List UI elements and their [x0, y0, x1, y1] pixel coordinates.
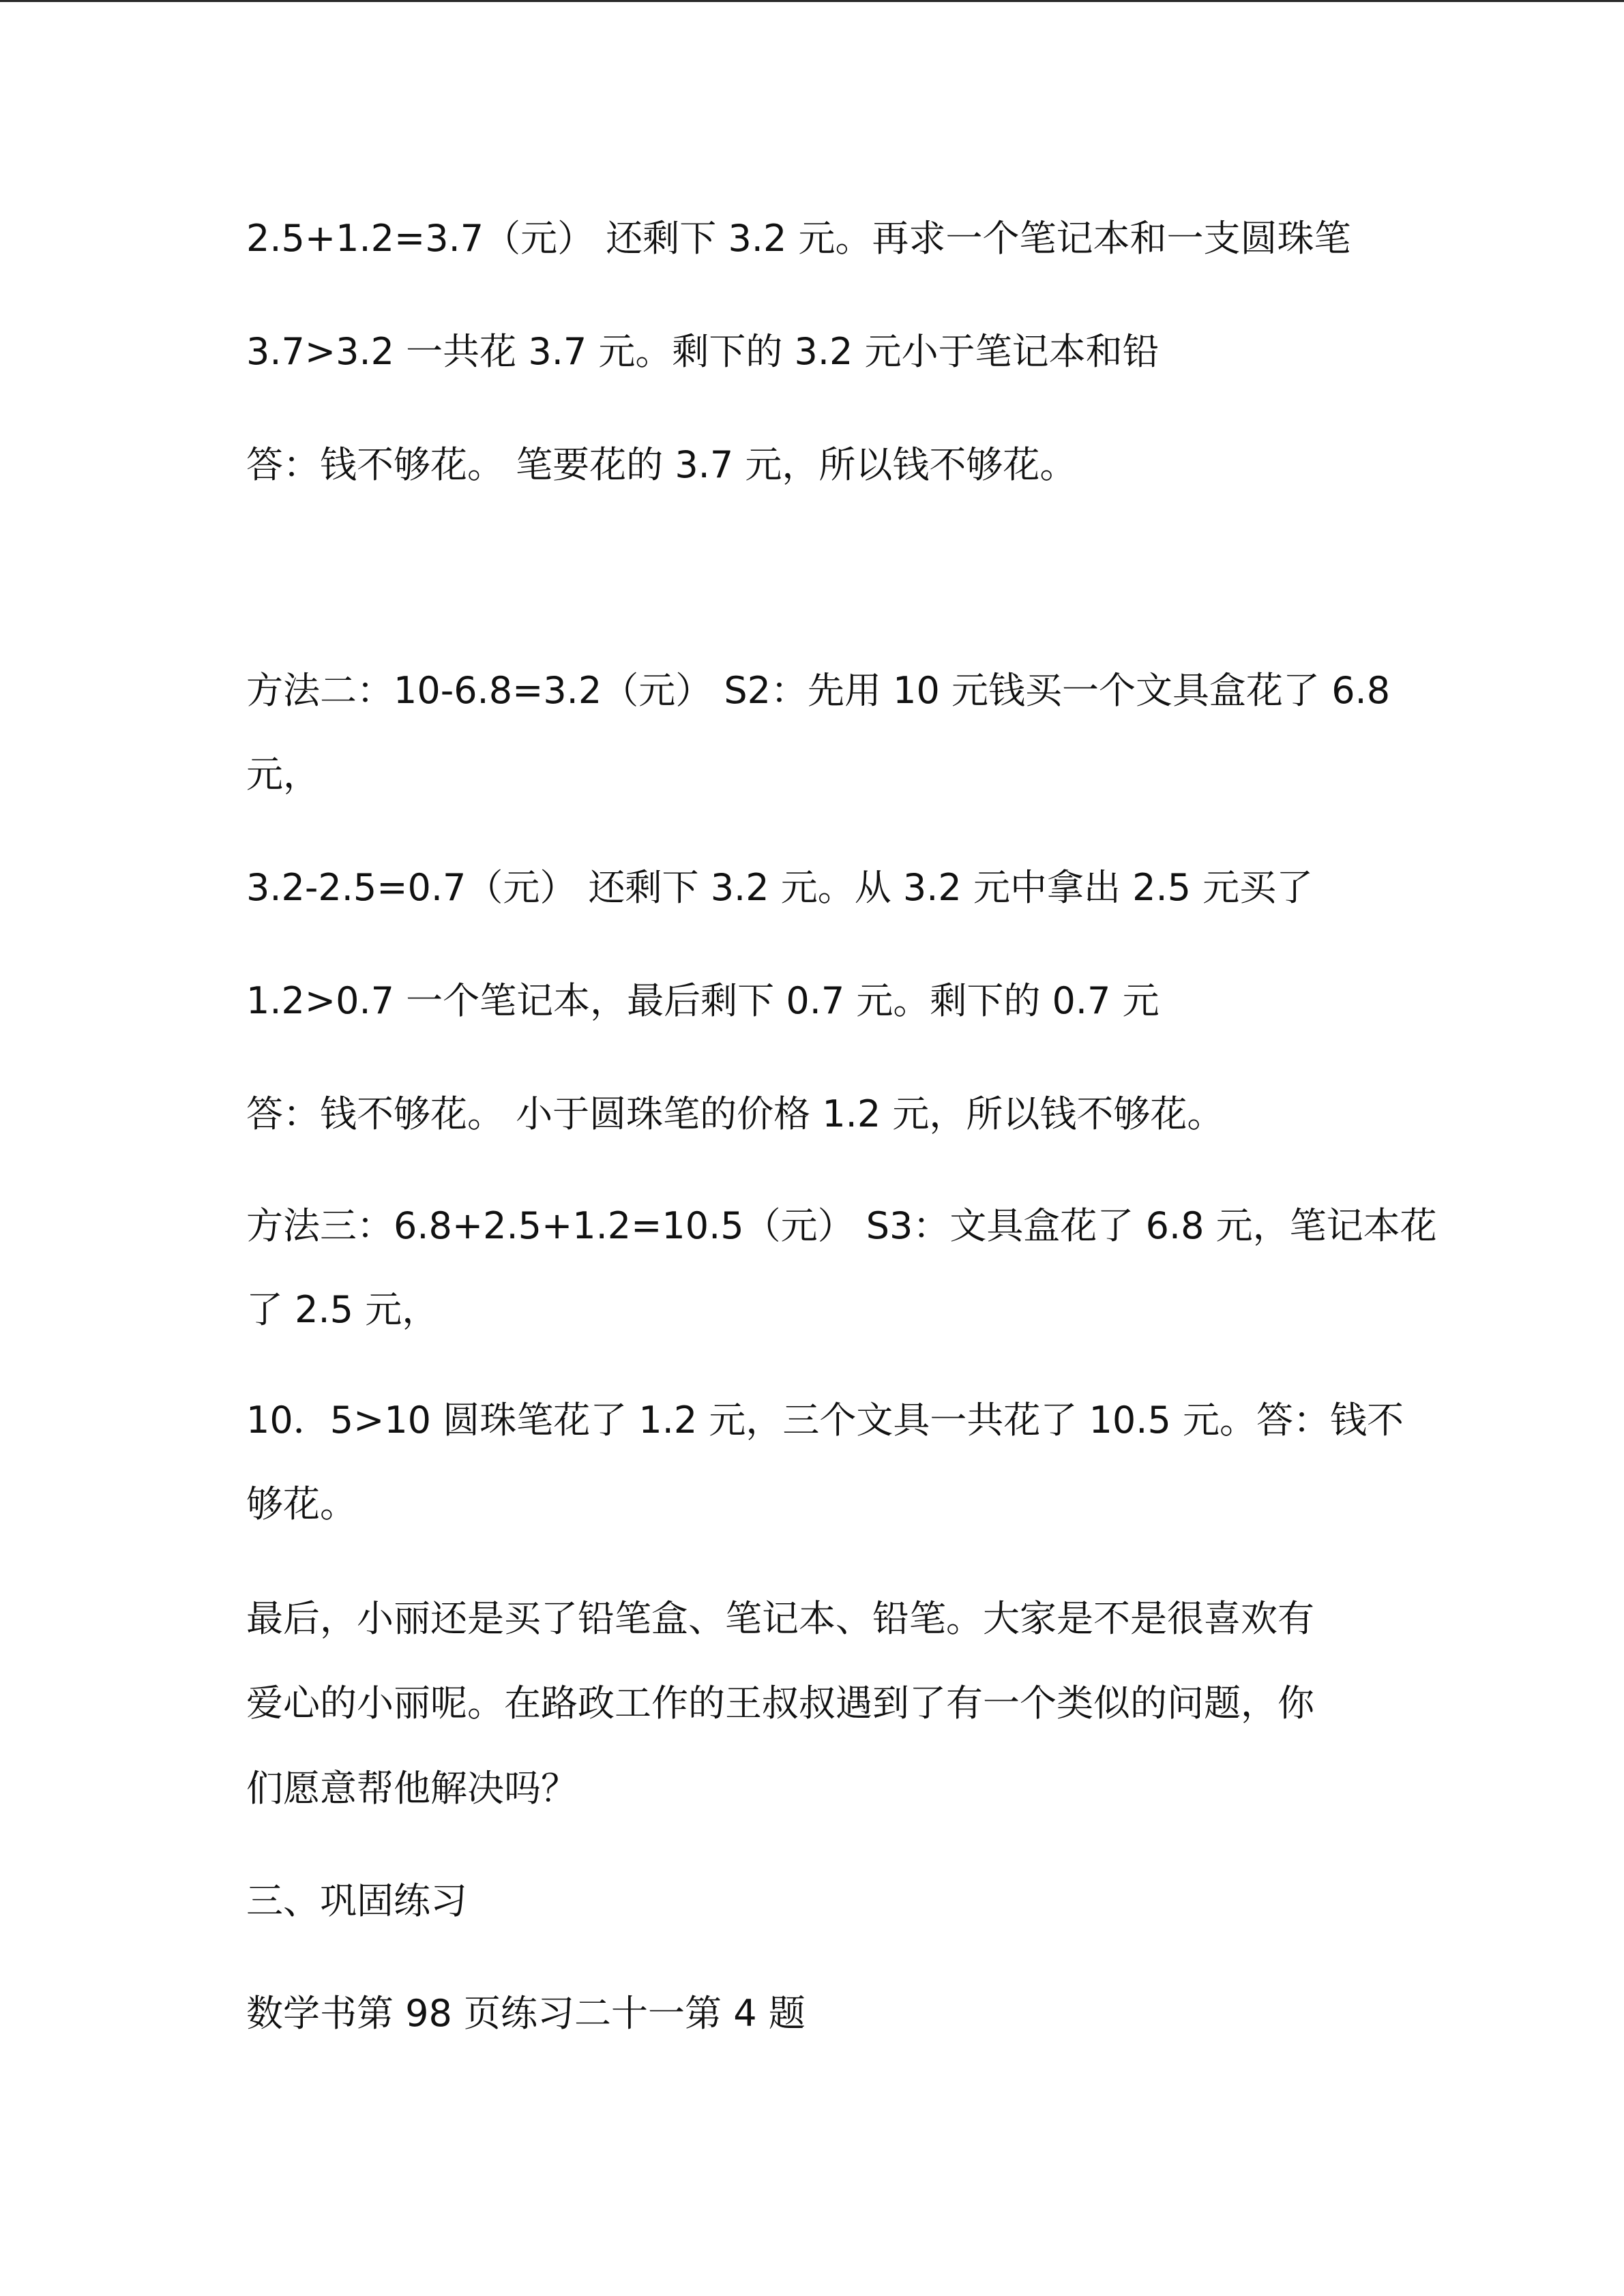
text-line: 元，	[246, 753, 320, 796]
text-line: 10．5>10 圆珠笔花了 1.2 元，三个文具一共花了 10.5 元。答：钱不	[246, 1399, 1404, 1442]
text-line: 爱心的小丽呢。在路政工作的王叔叔遇到了有一个类似的问题，你	[246, 1682, 1314, 1725]
text-line: 答：钱不够花。 笔要花的 3.7 元，所以钱不够花。	[246, 443, 1077, 486]
text-line: 了 2.5 元，	[246, 1288, 439, 1331]
text-line: 3.7>3.2 一共花 3.7 元。剩下的 3.2 元小于笔记本和铅	[246, 330, 1160, 373]
text-line: 3.2-2.5=0.7（元） 还剩下 3.2 元。从 3.2 元中拿出 2.5 元买了	[246, 866, 1314, 909]
text-line: 1.2>0.7 一个笔记本，最后剩下 0.7 元。剩下的 0.7 元	[246, 979, 1160, 1022]
text-line: 方法三：6.8+2.5+1.2=10.5（元） S3：文具盒花了 6.8 元，笔记本花	[246, 1204, 1437, 1247]
section-heading: 三、巩固练习	[246, 1879, 467, 1922]
text-line: 们愿意帮他解决吗？	[246, 1767, 578, 1810]
text-line: 方法二：10-6.8=3.2（元） S2：先用 10 元钱买一个文具盒花了 6.8	[246, 669, 1391, 712]
text-line: 答：钱不够花。 小于圆珠笔的价格 1.2 元，所以钱不够花。	[246, 1092, 1224, 1135]
text-line: 数学书第 98 页练习二十一第 4 题	[246, 1992, 806, 2035]
text-line: 最后，小丽还是买了铅笔盒、笔记本、铅笔。大家是不是很喜欢有	[246, 1597, 1314, 1640]
text-line: 2.5+1.2=3.7（元） 还剩下 3.2 元。再求一个笔记本和一支圆珠笔	[246, 217, 1351, 260]
text-line: 够花。	[246, 1482, 357, 1525]
